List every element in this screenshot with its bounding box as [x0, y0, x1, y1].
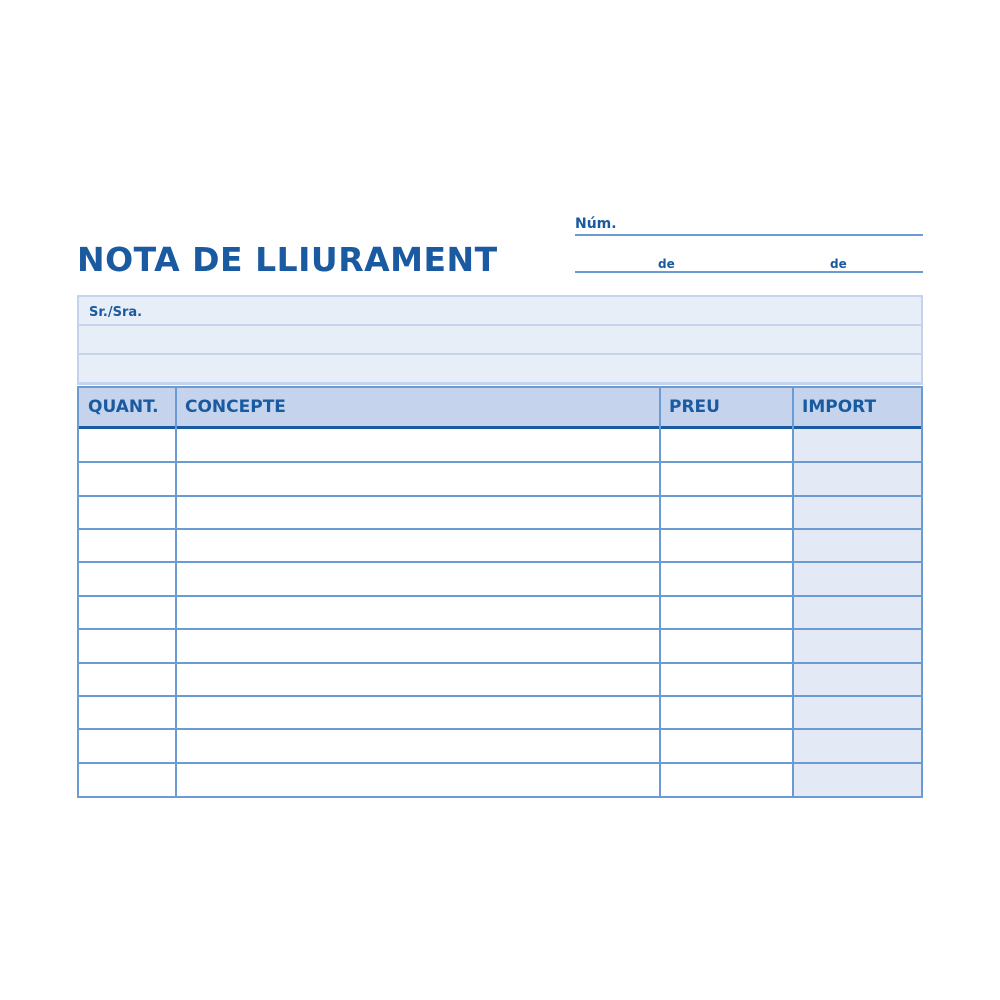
- table-row-line: [79, 762, 921, 764]
- table-row-line: [79, 695, 921, 697]
- client-label: Sr./Sra.: [89, 305, 143, 320]
- table-row-line: [79, 461, 921, 463]
- number-label: Núm.: [575, 216, 617, 232]
- table-row-line: [79, 662, 921, 664]
- client-address-row-1[interactable]: [79, 326, 921, 355]
- column-header-amount: IMPORT: [802, 397, 877, 417]
- table-row-line: [79, 528, 921, 530]
- table-row-line: [79, 495, 921, 497]
- table-header: [79, 388, 921, 429]
- client-block: [77, 295, 923, 385]
- table-row-line: [79, 628, 921, 630]
- table-row-line: [79, 561, 921, 563]
- items-table: [77, 386, 923, 798]
- column-divider: [792, 388, 794, 796]
- import-column-fill: [793, 429, 921, 796]
- document-title: NOTA DE LLIURAMENT: [77, 240, 498, 279]
- column-header-price: PREU: [669, 397, 720, 417]
- date-separator-1: de: [658, 257, 675, 271]
- column-divider: [659, 388, 661, 796]
- date-separator-2: de: [830, 257, 847, 271]
- table-row-line: [79, 595, 921, 597]
- column-header-quantity: QUANT.: [88, 397, 159, 417]
- client-name-row[interactable]: [79, 297, 921, 326]
- column-header-concept: CONCEPTE: [185, 397, 286, 417]
- table-row-line: [79, 728, 921, 730]
- date-line[interactable]: [575, 271, 923, 273]
- number-line[interactable]: [575, 234, 923, 236]
- client-address-row-2[interactable]: [79, 355, 921, 384]
- column-divider: [175, 388, 177, 796]
